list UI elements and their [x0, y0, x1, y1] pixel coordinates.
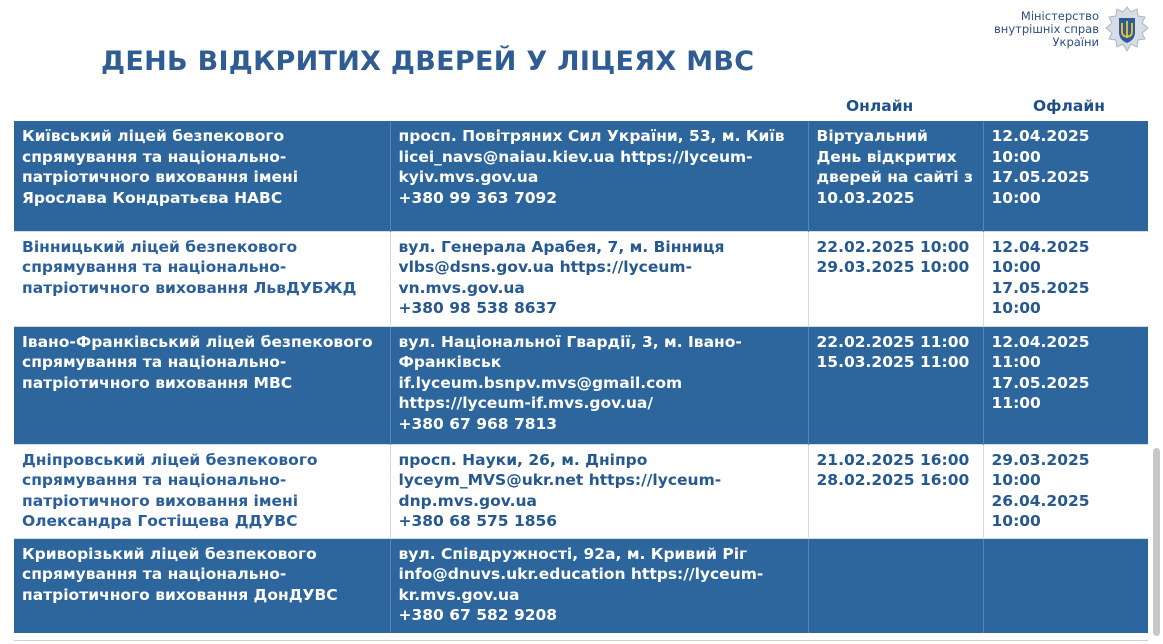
lyceum-name: Вінницький ліцей безпекового спрямування та національно-патріотичного виховання ЛьвДУБЖД: [14, 231, 390, 326]
scrollbar[interactable]: [1153, 448, 1160, 636]
table-row: [14, 538, 1148, 633]
lyceum-name: Івано-Франківський ліцей безпекового спрямування та національно-патріотичного виховання МВС: [14, 326, 390, 444]
online-dates: [808, 231, 983, 326]
contact-info-line: +380 68 575 1856: [398, 512, 558, 530]
page-title: ДЕНЬ ВІДКРИТИХ ДВЕРЕЙ У ЛІЦЕЯХ МВС: [101, 46, 755, 77]
online-dates-line: 28.02.2025 16:00: [816, 471, 970, 489]
offline-dates: [983, 231, 1148, 326]
contact-info-line: if.lyceum.bsnpv.mvs@gmail.com: [398, 373, 683, 392]
lyceum-name: Дніпровський ліцей безпекового спрямування та національно-патріотичного виховання імені Олександра Гостіщева ДДУВС: [14, 444, 390, 538]
offline-dates-line: 17.05.2025 11:00: [991, 373, 1090, 412]
lyceum-schedule-table: [14, 121, 1148, 633]
online-dates: [808, 444, 983, 538]
online-dates-line: 15.03.2025 11:00: [816, 353, 970, 371]
contact-info-line: +380 67 582 9208: [398, 606, 558, 624]
lyceum-name: Київський ліцей безпекового спрямування та національно-патріотичного виховання імені Ярослава Кондратьєва НАВС: [14, 121, 390, 231]
contact-info-line: info@dnuvs.ukr.education https://lyceum-kr.mvs.gov.ua: [398, 565, 764, 604]
offline-dates-line: 12.04.2025 10:00: [991, 127, 1090, 166]
offline-dates-line: 29.03.2025 10:00: [991, 450, 1090, 489]
offline-dates-line: 12.04.2025 11:00: [991, 332, 1090, 371]
contact-info: [390, 538, 808, 633]
table-row: [14, 326, 1148, 444]
offline-dates-line: 26.04.2025 10:00: [991, 491, 1090, 530]
column-header-online: Онлайн: [846, 97, 914, 115]
contact-info: [390, 231, 808, 326]
contact-info-line: https://lyceum-if.mvs.gov.ua/: [398, 394, 654, 412]
trident-emblem-icon: [1105, 6, 1149, 52]
online-dates-line: 29.03.2025 10:00: [816, 258, 970, 276]
lyceum-name: Криворізький ліцей безпекового спрямування та національно-патріотичного виховання ДонДУВС: [14, 538, 390, 633]
table-bottom-border: [14, 640, 1148, 641]
logo-line-2: внутрішніх справ: [994, 21, 1099, 36]
table-row: [14, 444, 1148, 538]
online-dates: [808, 121, 983, 231]
offline-dates-line: 17.05.2025 10:00: [991, 278, 1090, 317]
contact-info-line: +380 98 538 8637: [398, 299, 558, 317]
contact-info-line: lyceym_MVS@ukr.net https://lyceum-dnp.mvs.gov.ua: [398, 471, 722, 510]
online-dates-line: 21.02.2025 16:00: [816, 450, 970, 469]
offline-dates: [983, 538, 1148, 633]
contact-info-line: просп. Повітряних Сил України, 53, м. Київ: [398, 127, 785, 145]
offline-dates: [983, 326, 1148, 444]
online-dates: [808, 538, 983, 633]
table-row: [14, 121, 1148, 231]
contact-info-line: licei_navs@naiau.kiev.ua https://lyceum-kyiv.mvs.gov.ua: [398, 147, 753, 186]
table-row: [14, 231, 1148, 326]
contact-info-line: вул. Співдружності, 92а, м. Кривий Ріг: [398, 544, 748, 563]
contact-info-line: вул. Національної Гвардії, 3, м. Івано-Франківськ: [398, 332, 742, 371]
offline-dates-line: 12.04.2025 10:00: [991, 237, 1090, 276]
contact-info-line: +380 99 363 7092: [398, 188, 558, 207]
contact-info: [390, 326, 808, 444]
column-header-offline: Офлайн: [1033, 97, 1105, 115]
online-dates-line: 22.02.2025 11:00: [816, 332, 970, 351]
online-dates-line: Віртуальний День відкритих дверей на сайті з 10.03.2025: [816, 127, 973, 207]
ministry-logo-text: [994, 10, 1099, 49]
contact-info-line: вул. Генерала Арабея, 7, м. Вінниця: [398, 237, 725, 256]
offline-dates: [983, 121, 1148, 231]
ministry-logo: [994, 6, 1149, 52]
logo-line-1: Міністерство: [1020, 8, 1099, 23]
logo-line-3: України: [1052, 34, 1099, 49]
contact-info-line: vlbs@dsns.gov.ua https://lyceum-vn.mvs.gov.ua: [398, 258, 693, 297]
offline-dates: [983, 444, 1148, 538]
contact-info: [390, 444, 808, 538]
offline-dates-line: 17.05.2025 10:00: [991, 168, 1090, 207]
contact-info-line: +380 67 968 7813: [398, 414, 558, 433]
contact-info: [390, 121, 808, 231]
online-dates: [808, 326, 983, 444]
online-dates-line: 22.02.2025 10:00: [816, 237, 970, 256]
contact-info-line: просп. Науки, 26, м. Дніпро: [398, 450, 648, 469]
